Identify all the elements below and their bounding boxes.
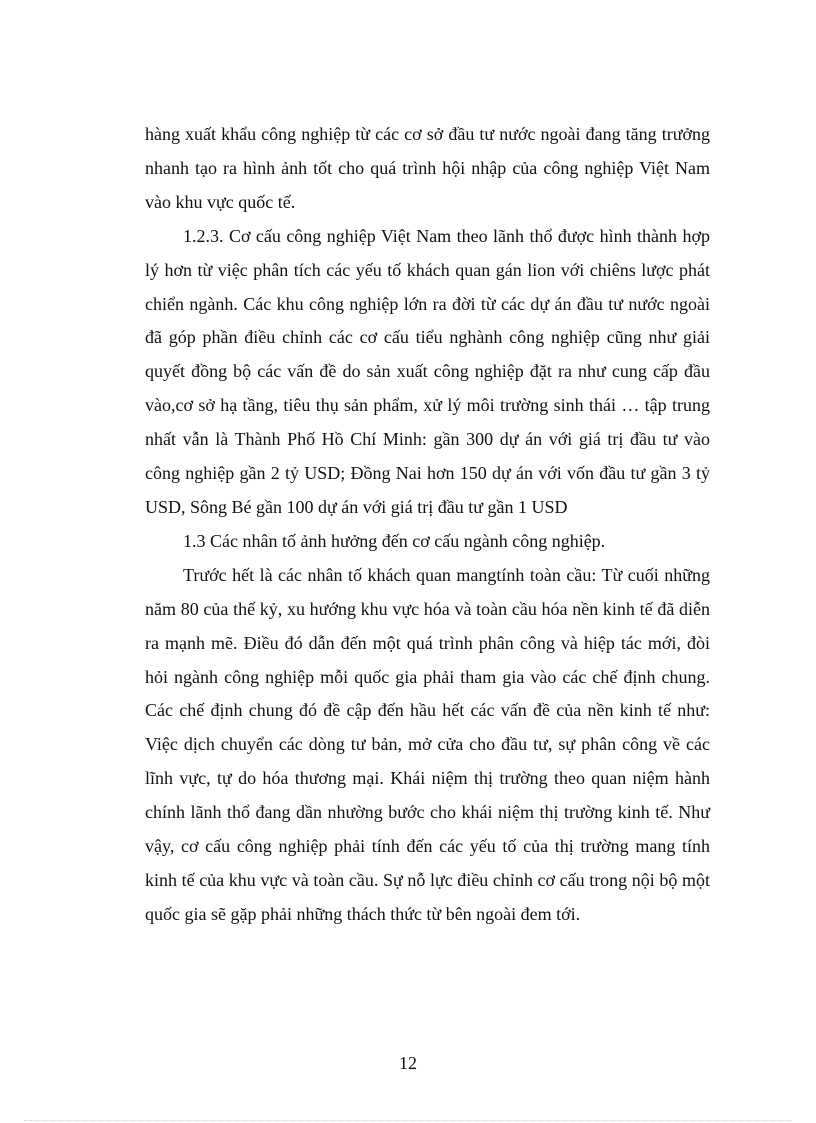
page-bottom-divider <box>24 1120 792 1121</box>
body-text <box>145 118 710 932</box>
paragraph-global-factors: Trước hết là các nhân tố khách quan mangtính toàn cầu: Từ cuối những năm 80 của thế kỷ, xu hướng khu vực hóa và toàn cầu hóa nền kinh tế đã diễn ra mạnh mẽ. Điều đó dẫn đến một quá trình phân công và hiệp tác mới, đòi hỏi ngành công nghiệp mỗi quốc gia phải tham gia vào các chế định chung. Các chế định chung đó đề cập đến hầu hết các vấn đề của nền kinh tế như: Việc dịch chuyển các dòng tư bản, mở cửa cho đầu tư, sự phân công về các lĩnh vực, tự do hóa thương mại. Khái niệm thị trường theo quan niệm hành chính lãnh thổ đang dần nhường bước cho khái niệm thị trường kinh tế. Như vậy, cơ cấu công nghiệp phải tính đến các yếu tố của thị trường mang tính kinh tế của khu vực và toàn cầu. Sự nỗ lực điều chỉnh cơ cấu trong nội bộ một quốc gia sẽ gặp phải những thách thức từ bên ngoài đem tới. <box>145 564 710 924</box>
paragraph-continuation: hàng xuất khẩu công nghiệp từ các cơ sở đầu tư nước ngoài đang tăng trưởng nhanh tạo ra hình ảnh tốt cho quá trình hội nhập của công nghiệp Việt Nam vào khu vực quốc tế. <box>145 124 710 212</box>
paragraph-section-1-2-3: 1.2.3. Cơ cấu công nghiệp Việt Nam theo lãnh thổ được hình thành hợp lý hơn từ việc phân tích các yếu tố khách quan gán lion với chiêns lược phát chiển ngành. Các khu công nghiệp lớn ra đời từ các dự án đầu tư nước ngoài đã góp phần điều chỉnh các cơ cấu tiểu nghành công nghiệp cũng như giải quyết đồng bộ các vấn đề do sản xuất công nghiệp đặt ra như cung cấp đầu vào,cơ sở hạ tầng, tiêu thụ sản phẩm, xử lý môi trường sinh thái … tập trung nhất vẫn là Thành Phố Hồ Chí Minh: gần 300 dự án với giá trị đầu tư vào công nghiệp gần 2 tỷ USD; Đồng Nai hơn 150 dự án với vốn đầu tư gần 3 tỷ USD, Sông Bé gần 100 dự án với giá trị đầu tư gần 1 USD <box>145 225 710 517</box>
page-number: 12 <box>399 1053 417 1073</box>
section-heading-1-3: 1.3 Các nhân tố ảnh hưởng đến cơ cấu ngành công nghiệp. <box>183 530 606 551</box>
